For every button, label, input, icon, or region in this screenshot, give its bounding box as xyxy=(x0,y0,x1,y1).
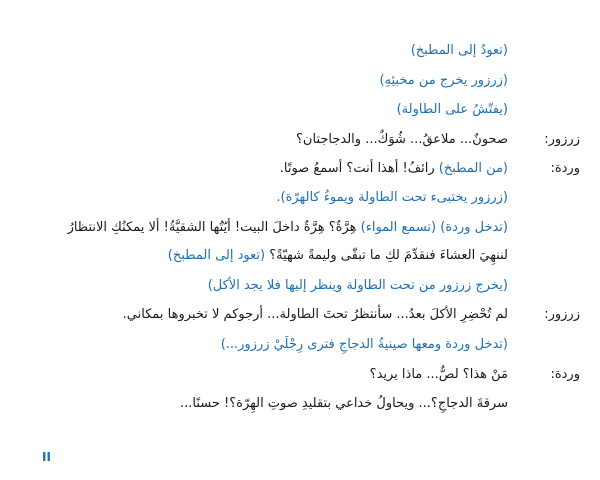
dialogue-text: لننهِيَ العشاءَ فنقدِّمَ لكِ ما تبقّى وليمةً شهيّةً؟ xyxy=(269,248,508,263)
dialogue-line: لم تُحْضِرِ الأكلَ بعدُ... سأنتظرُ تحتَ الطاولة... أرجوكم لا تخبروها بمكاني. xyxy=(122,307,508,322)
dialogue-line xyxy=(67,219,508,237)
speaker-label: وردة: xyxy=(550,161,580,176)
dialogue-line: سرقةَ الدجاجِ؟... ويحاولُ خداعي بتقليدِ صوتِ الهِرّة؟! حسنًا... xyxy=(179,396,508,411)
stage-direction: (يفتّشُ على الطاولة) xyxy=(396,102,508,117)
stage-direction: (يخرج زرزور من تحت الطاولة وينظر إليها فلا يجد الأكل) xyxy=(207,278,508,293)
speaker-label: وردة: xyxy=(550,367,580,382)
stage-direction: (زرزور يختبىء تحت الطاولة ويموءُ كالهرّة). xyxy=(276,190,508,205)
speaker-label: زرزور: xyxy=(544,307,580,322)
dialogue-line: صحونٌ... ملاعقُ... شُوَكٌ... والدجاجتان؟ xyxy=(296,132,508,147)
dialogue-line xyxy=(88,247,508,265)
stage-direction: (تدخل وردة ومعها صينيةُ الدجاجِ فترى رِجْلَيْ زرزور...) xyxy=(220,337,508,352)
dialogue-text: رائفُ! أهذا أنت؟ أسمعُ صوتًا. xyxy=(279,161,439,176)
speaker-label: زرزور: xyxy=(544,132,580,147)
stage-direction: (تعودُ إلى المطبخ) xyxy=(410,43,508,58)
inline-stage-direction: (تعود إلى المطبخ) xyxy=(167,248,270,263)
stage-direction: (زرزور يخرج من مخبئِهِ) xyxy=(379,73,508,88)
page-number: II xyxy=(42,450,51,464)
dialogue-line xyxy=(88,160,508,178)
dialogue-line: مَنْ هذا؟ لصٌّ... ماذا يريد؟ xyxy=(369,367,508,382)
inline-stage-direction: (تدخل وردة) (تسمع المواء) xyxy=(360,220,508,235)
dialogue-text: هِرَّةٌ؟ هِرَّةٌ داخلَ البيت! أيّتُها الشقيَّةُ! ألا يمكنُكِ الانتظارُ xyxy=(67,220,361,235)
inline-stage-direction: (من المطبخ) xyxy=(438,161,508,176)
